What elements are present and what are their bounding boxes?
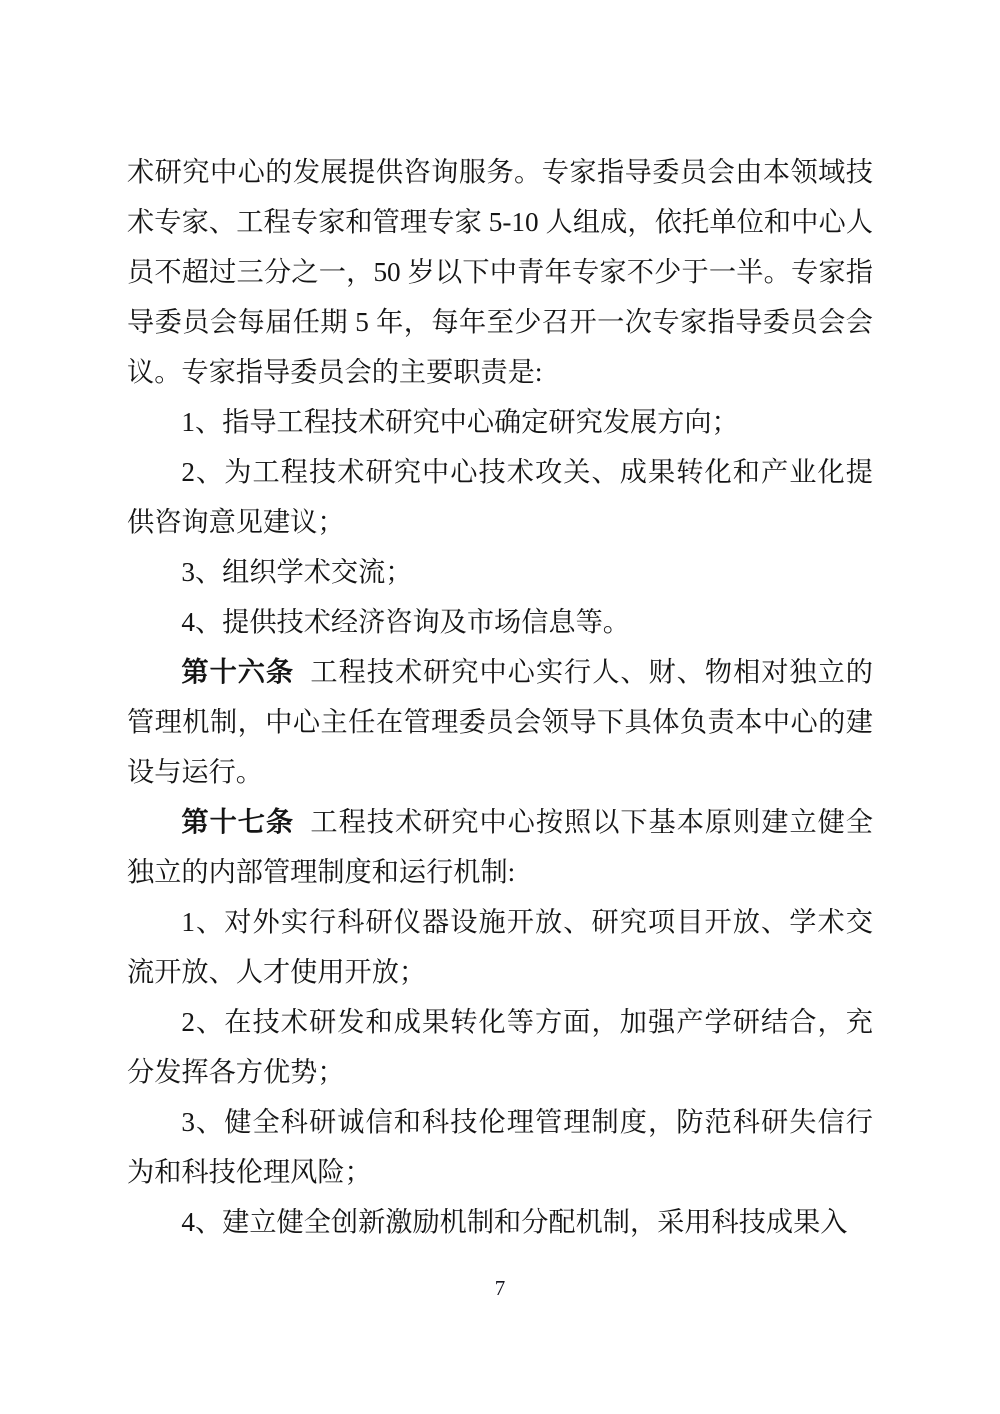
paragraph-7: 第十七条 工程技术研究中心按照以下基本原则建立健全独立的内部管理制度和运行机制: [127,807,873,887]
paragraph-11: 4、建立健全创新激励机制和分配机制，采用科技成果入 [181,1207,848,1237]
paragraph-5: 4、提供技术经济咨询及市场信息等。 [181,607,630,637]
paragraph-10: 3、健全科研诚信和科技伦理管理制度，防范科研失信行为和科技伦理风险； [127,1107,873,1187]
article-number-label: 第十六条 [181,657,295,687]
paragraph-3: 2、为工程技术研究中心技术攻关、成果转化和产业化提供咨询意见建议； [127,457,873,537]
article-number-label: 第十七条 [181,807,295,837]
paragraph-6: 第十六条 工程技术研究中心实行人、财、物相对独立的管理机制，中心主任在管理委员会领导下具体负责本中心的建设与运行。 [127,657,873,787]
paragraph-9: 2、在技术研发和成果转化等方面，加强产学研结合，充分发挥各方优势； [127,1007,873,1087]
paragraph-2: 1、指导工程技术研究中心确定研究发展方向； [181,407,739,437]
page-number: 7 [494,1276,506,1300]
paragraph-4: 3、组织学术交流； [181,557,413,587]
paragraph-8: 1、对外实行科研仪器设施开放、研究项目开放、学术交流开放、人才使用开放； [127,907,873,987]
document-body [127,147,873,1247]
paragraph-1: 术研究中心的发展提供咨询服务。专家指导委员会由本领域技术专家、工程专家和管理专家 5-10 人组成，依托单位和中心人员不超过三分之一，50 岁以下中青年专家不少于一半。专家指导委员会每届任期 5 年，每年至少召开一次专家指导委员会会议。专家指导委员会的主要职责是: [127,157,873,387]
